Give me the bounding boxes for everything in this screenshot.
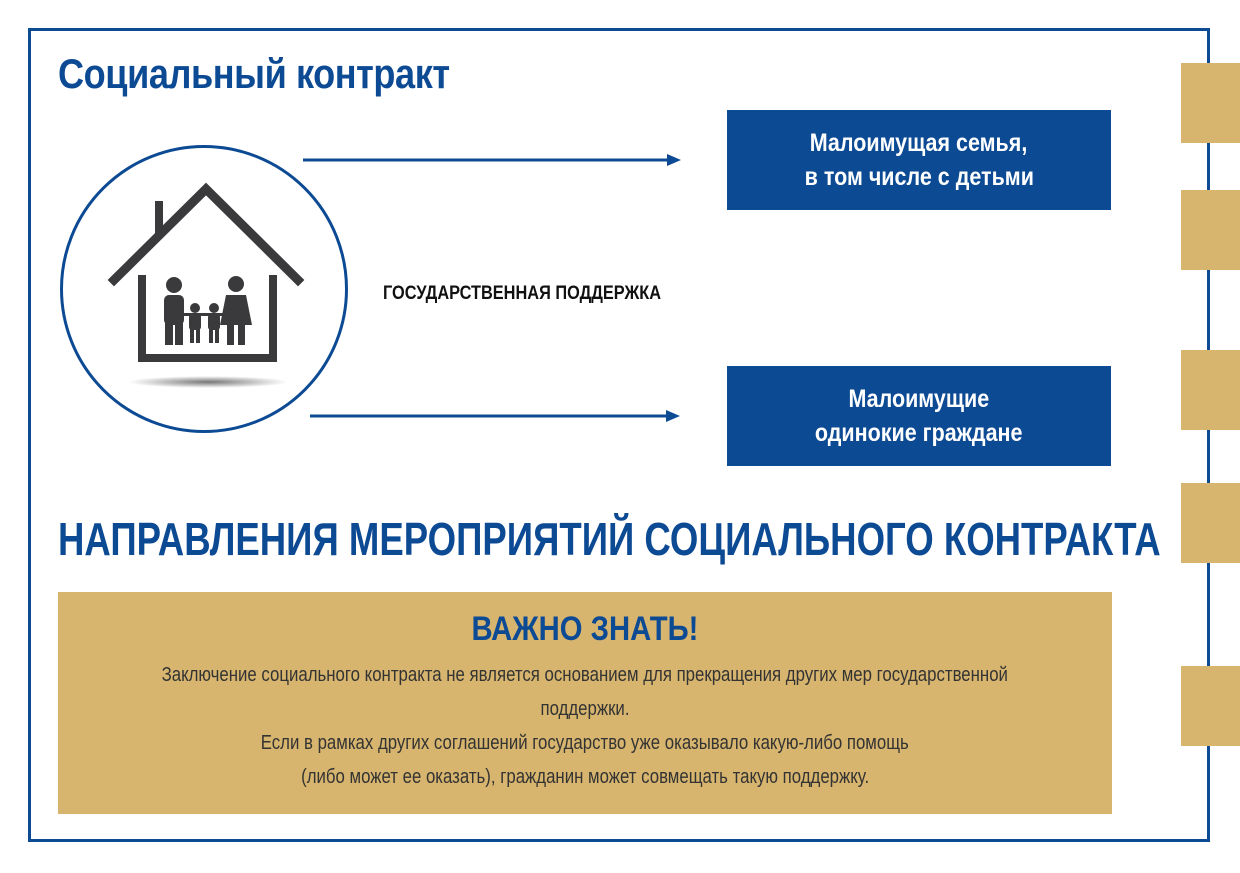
notice-p2-line1: Если в рамках других соглашений государство уже оказывало какую-либо помощь — [260, 732, 910, 754]
page-title: Социальный контракт — [58, 50, 450, 97]
target-single-box — [727, 366, 1111, 466]
side-tab — [1181, 666, 1240, 746]
arrow-to-single — [310, 406, 682, 426]
section-heading: НАПРАВЛЕНИЯ МЕРОПРИЯТИЙ СОЦИАЛЬНОГО КОНТРАКТА — [58, 513, 1161, 565]
notice-p2-line2: (либо может ее оказать), гражданин может совмещать такую поддержку. — [300, 766, 870, 788]
side-tab — [1181, 190, 1240, 270]
important-notice — [58, 592, 1112, 814]
target-family-line2: в том числе с детьми — [804, 163, 1034, 191]
notice-p1-line1: Заключение социального контракта не является основанием для прекращения других мер государственной — [161, 664, 1009, 686]
notice-title-text: ВАЖНО ЗНАТЬ! — [471, 610, 699, 648]
side-tab — [1181, 350, 1240, 430]
notice-p1-line2: поддержки. — [540, 698, 630, 720]
target-family-box — [727, 110, 1111, 210]
house-family-icon — [63, 148, 345, 430]
target-family-line1: Малоимущая семья, — [810, 129, 1028, 157]
notice-title — [58, 610, 1112, 649]
arrow-to-family — [303, 150, 683, 170]
state-support-label: ГОСУДАРСТВЕННАЯ ПОДДЕРЖКА — [383, 283, 662, 304]
target-single-line2: одинокие граждане — [815, 419, 1023, 447]
notice-paragraph-2 — [58, 726, 1112, 794]
side-tab — [1181, 63, 1240, 143]
side-tab — [1181, 483, 1240, 563]
target-single-line1: Малоимущие — [848, 385, 990, 413]
notice-paragraph-1 — [58, 658, 1112, 726]
family-icon-circle — [60, 145, 348, 433]
